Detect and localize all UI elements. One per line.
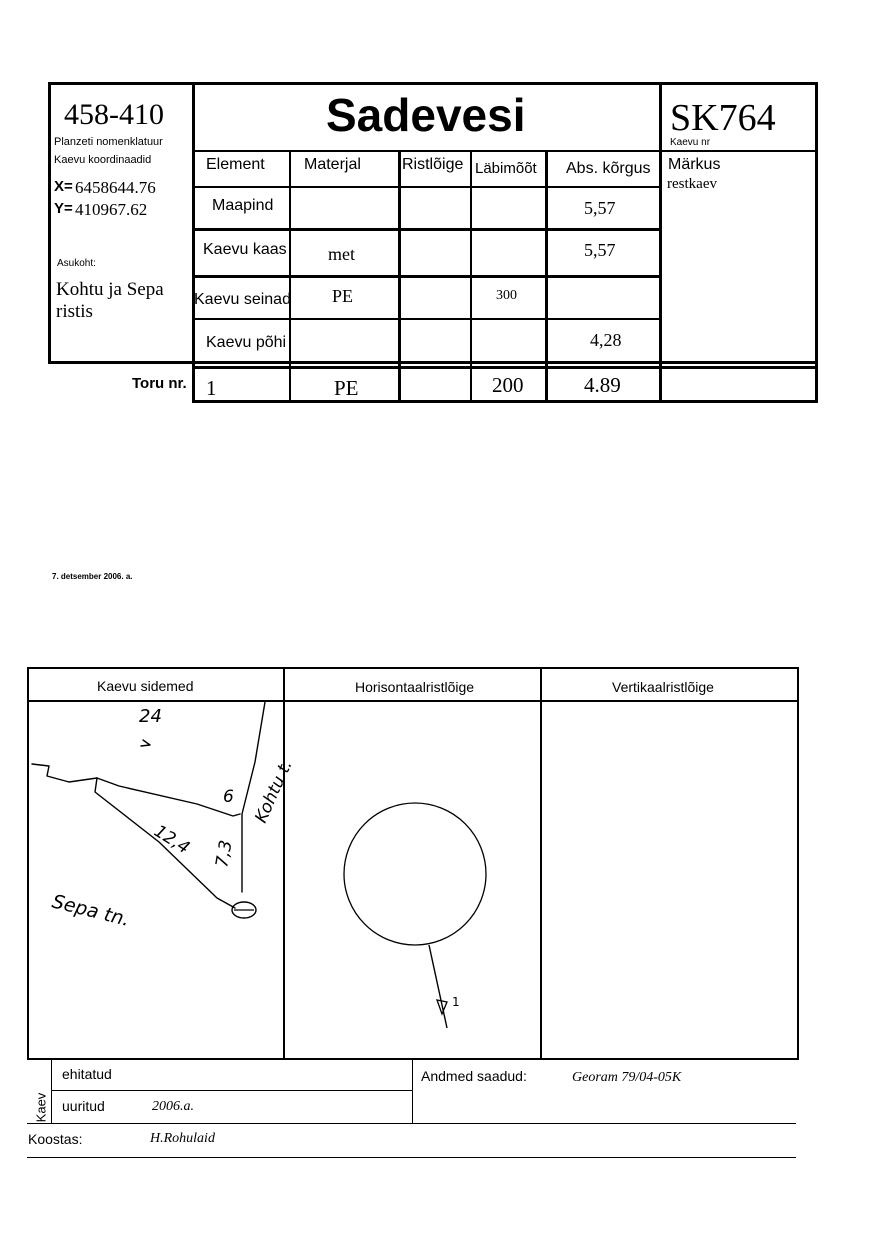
pipe-diameter: 200 <box>492 373 524 397</box>
row-material: PE <box>332 286 354 306</box>
data-source-value: Georam 79/04-05K <box>572 1070 682 1085</box>
connections-sketch <box>29 702 297 1058</box>
pipe-label: Toru nr. <box>132 375 187 392</box>
sketch-col-horizontal: Horisontaalristlõige <box>355 679 475 695</box>
col-cross-section: Ristlõige <box>402 156 464 173</box>
data-source-label: Andmed saadud: <box>421 1068 527 1084</box>
x-value: 6458644.76 <box>75 178 156 197</box>
row-diameter: 300 <box>496 288 517 303</box>
well-number-value: SK764 <box>670 97 776 139</box>
footer-side-label: Kaev <box>33 1092 49 1123</box>
handwritten-6: 6 <box>223 787 234 807</box>
arrow-mark <box>141 740 150 746</box>
pipe-material: PE <box>334 376 359 400</box>
row-element: Kaevu seinad <box>194 291 291 308</box>
handwritten-kohtu: Kohtu t. <box>251 757 297 827</box>
row-element: Maapind <box>212 197 274 214</box>
horizontal-section-sketch <box>285 702 540 1058</box>
col-material: Materjal <box>304 156 361 173</box>
nomenclature-label: Planzeti nomenklatuur <box>54 136 163 148</box>
row-element: Kaevu kaas <box>203 241 287 258</box>
row-material: met <box>328 244 355 264</box>
location-line1: Kohtu ja Sepa <box>56 279 164 300</box>
sketch-col-vertical: Vertikaalristlõige <box>612 679 714 695</box>
author-label: Koostas: <box>28 1131 83 1147</box>
handwritten-124: 12,4 <box>150 821 194 859</box>
built-label: ehitatud <box>62 1066 112 1082</box>
handwritten-pipe-number: 1 <box>452 995 460 1009</box>
coordinates-label: Kaevu koordinaadid <box>54 154 152 166</box>
x-label: X= <box>54 178 73 195</box>
author-value: H.Rohulaid <box>150 1131 215 1146</box>
y-label: Y= <box>54 200 73 217</box>
well-number-label: Kaevu nr <box>670 137 711 148</box>
col-abs-height: Abs. kõrgus <box>566 160 651 177</box>
col-element: Element <box>206 156 265 173</box>
well-circle-icon <box>344 803 486 945</box>
location-label: Asukoht: <box>57 258 96 269</box>
handwritten-24: 24 <box>139 706 162 727</box>
pipe-line <box>429 945 447 1028</box>
note-value: restkaev <box>667 176 717 192</box>
street-line-left <box>32 764 97 782</box>
row-element: Kaevu põhi <box>206 334 287 351</box>
page-title: Sadevesi <box>326 89 526 141</box>
pipe-number: 1 <box>206 376 217 400</box>
nomenclature-value: 458-410 <box>64 98 164 131</box>
document-date: 7. detsember 2006. a. <box>52 572 133 581</box>
location-line2: ristis <box>56 301 93 322</box>
surveyed-value: 2006.a. <box>152 1099 194 1114</box>
sketch-col-connections: Kaevu sidemed <box>97 678 194 694</box>
handwritten-sepa: Sepa tn. <box>49 890 132 931</box>
row-abs-height: 5,57 <box>584 198 616 218</box>
col-note: Märkus <box>668 156 721 173</box>
row-abs-height: 5,57 <box>584 240 616 260</box>
handwritten-73: 7,3 <box>212 838 237 869</box>
pipe-abs-height: 4.89 <box>584 373 621 397</box>
row-abs-height: 4,28 <box>590 330 622 350</box>
surveyed-label: uuritud <box>62 1098 105 1114</box>
y-value: 410967.62 <box>75 200 148 219</box>
col-diameter: Läbimõõt <box>475 160 537 177</box>
